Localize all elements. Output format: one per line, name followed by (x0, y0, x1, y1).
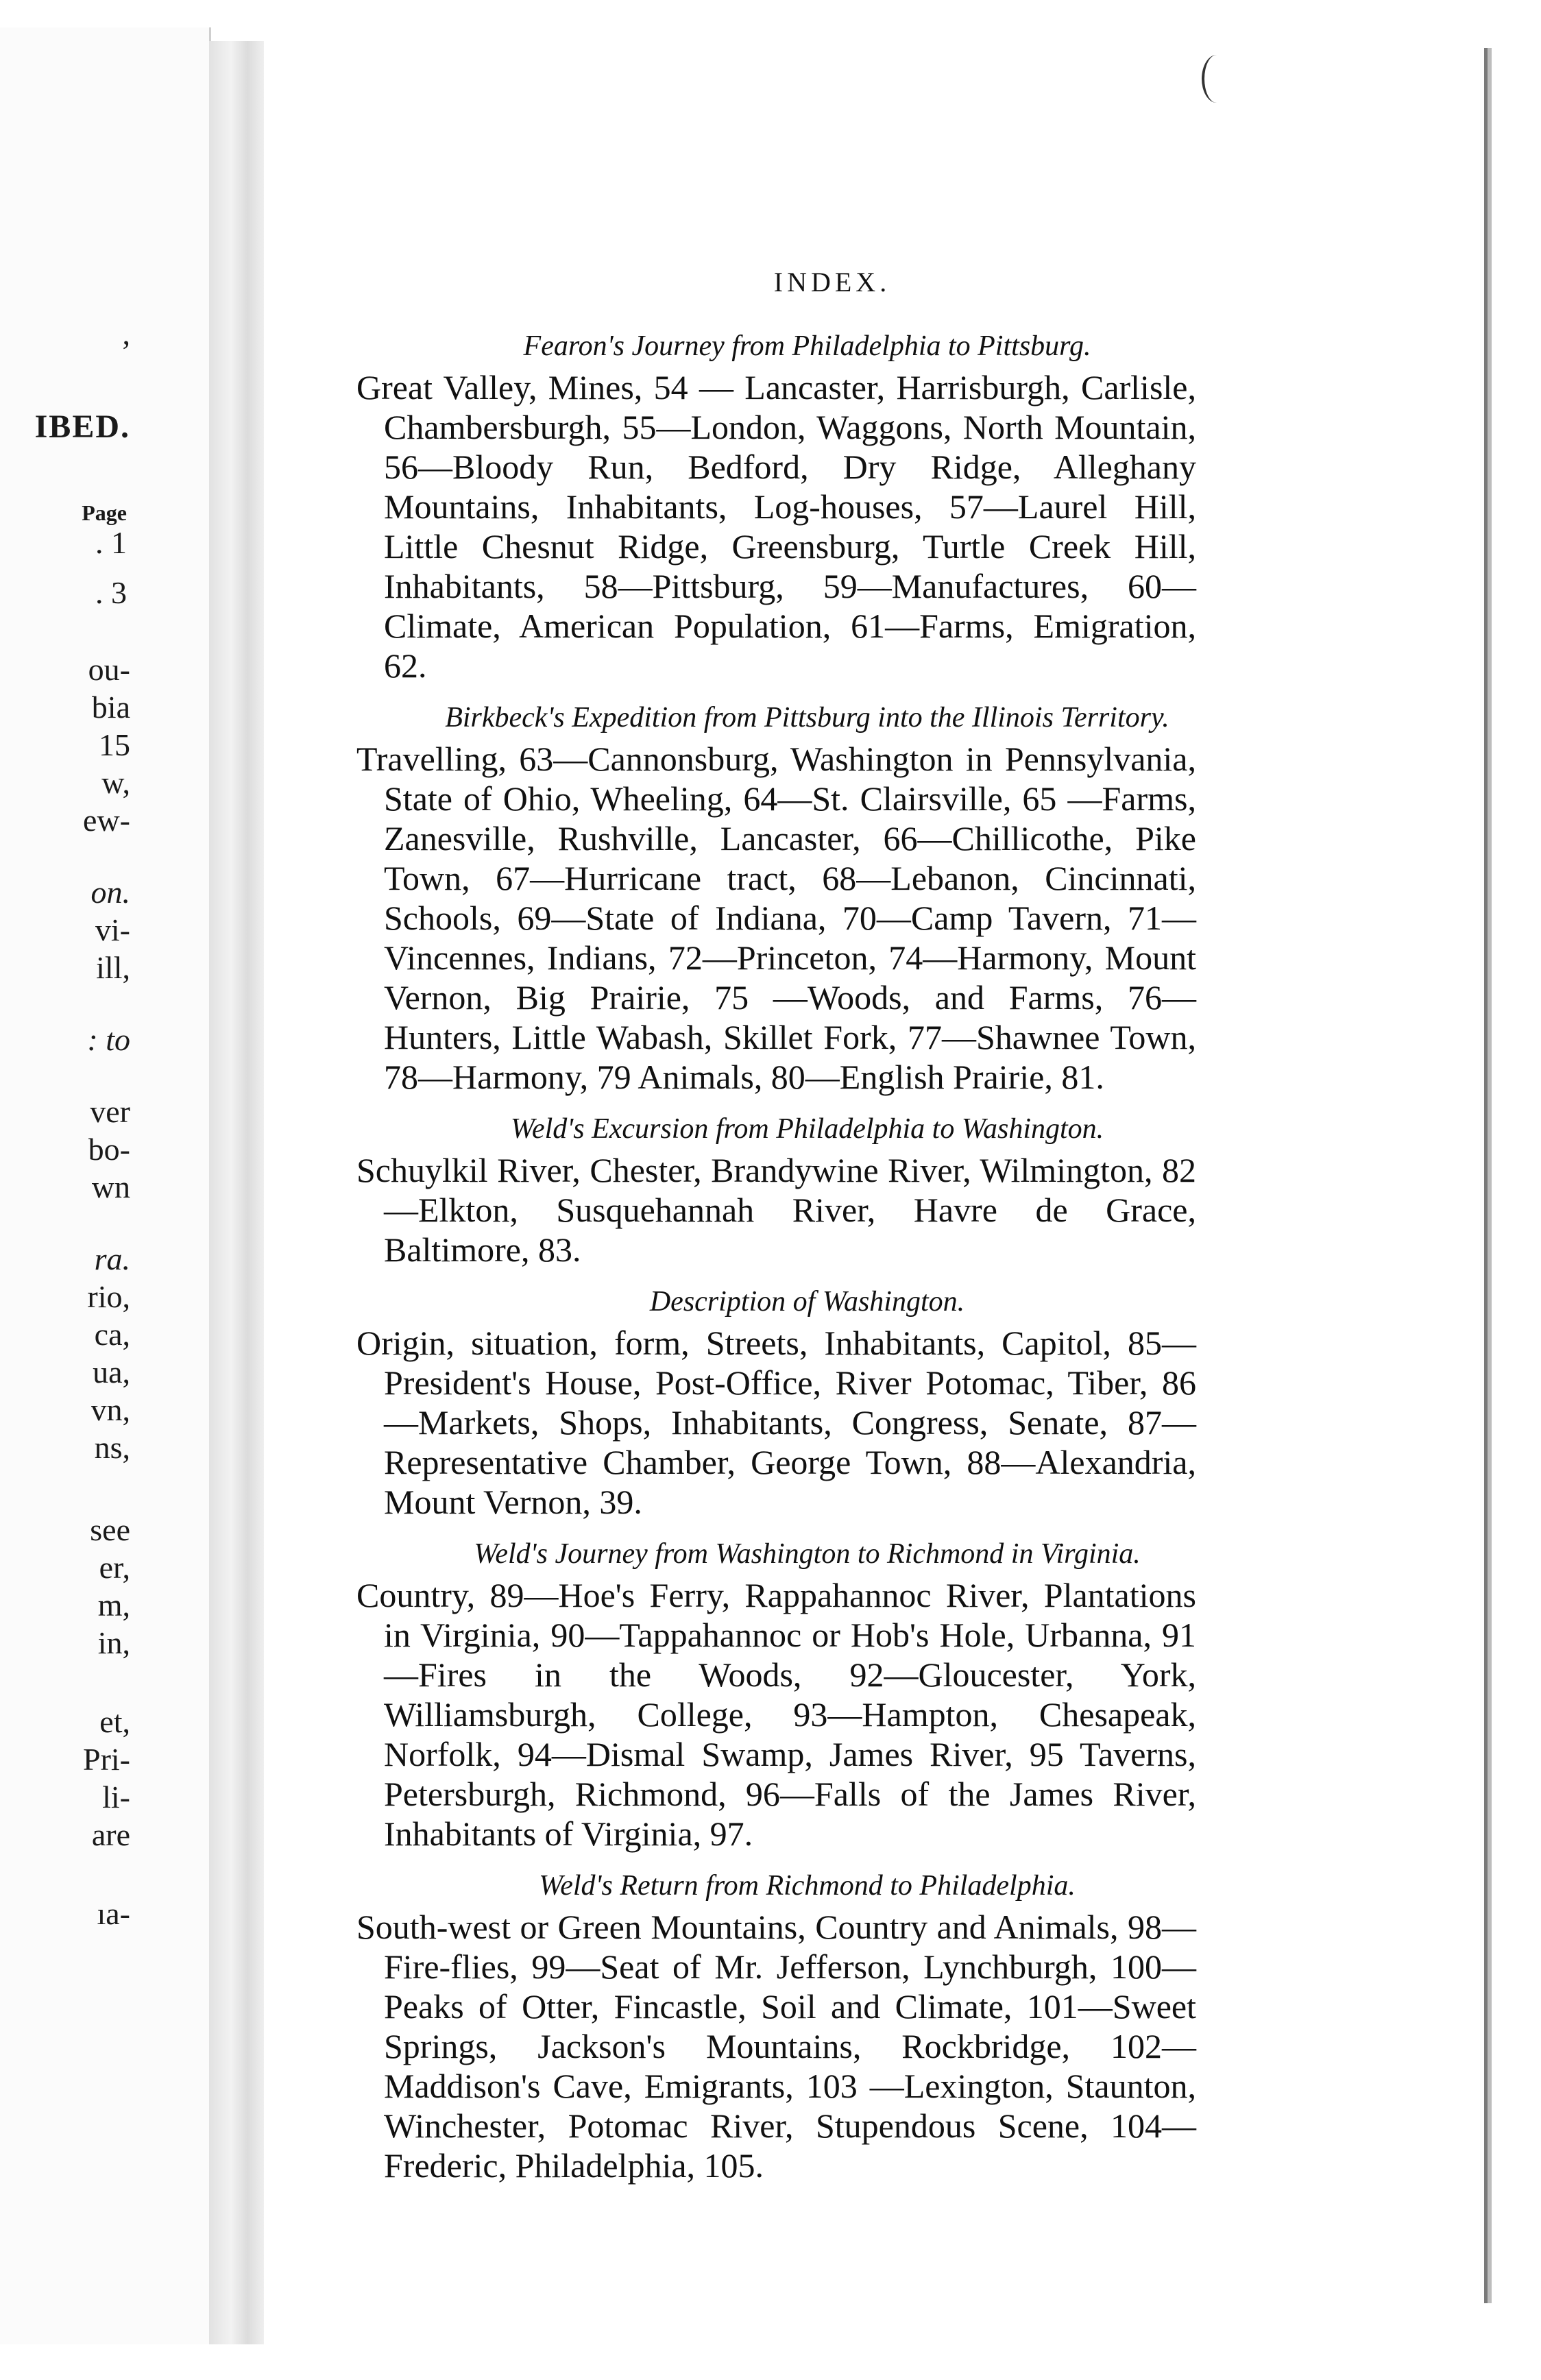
facing-page-fragment: li- (102, 1780, 130, 1814)
facing-page-fragment: ver (90, 1094, 130, 1129)
facing-page-fragment: ıa- (97, 1896, 130, 1931)
facing-page-fragment: er, (99, 1550, 130, 1585)
facing-page-fragment: vn, (90, 1392, 130, 1427)
page-title: INDEX. (773, 267, 891, 298)
section-title: Birkbeck's Expedition from Pittsburg into the Illinois Territory. (445, 702, 1169, 733)
facing-page-fragment: bia (91, 690, 130, 725)
facing-page-fragment: ou- (88, 652, 130, 687)
facing-page-fragment: ill, (96, 950, 130, 985)
index-section (356, 1112, 1196, 1270)
pencil-mark (1202, 55, 1232, 103)
facing-page-fragment: ns, (94, 1430, 130, 1465)
facing-page-fragment: Pri- (83, 1742, 130, 1777)
facing-page-fragment: ra. (94, 1241, 130, 1276)
facing-page-fragment: wn (91, 1169, 130, 1204)
facing-page-fragment: vi- (95, 912, 130, 947)
facing-page-fragment: ua, (93, 1355, 130, 1389)
section-entries: Travelling, 63—Cannonsburg, Washington in Pennsylvania, State of Ohio, Wheeling, 64—St. Clairsville, 65 —Farms, Zanesville, Rushville, Lancaster, 66—Chillicothe, Pike Town, 67—Hurricane tract, 68—Lebanon, Cincinnati, Schools, 69—State of Indiana, 70—Camp Tavern, 71—Vincennes, Indians, 72—Princeton, 74—Harmony, Mount Vernon, Big Prairie, 75 —Woods, and Farms, 76—Hunters, Little Wabash, Skillet Fork, 77—Shawnee Town, 78—Harmony, 79 Animals, 80—English Prairie, 81. (356, 740, 1196, 1096)
index-section (356, 1537, 1196, 1854)
facing-page-fragment: : to (87, 1022, 130, 1057)
section-title: Description of Washington. (649, 1286, 965, 1318)
facing-page-fragment: et, (99, 1704, 130, 1739)
index-section (356, 701, 1196, 1097)
facing-page-fragment: on. (90, 875, 130, 910)
facing-page-fragment: 15 (99, 727, 130, 762)
section-title: Weld's Journey from Washington to Richmond in Virginia. (474, 1538, 1141, 1570)
section-entries: Origin, situation, form, Streets, Inhabitants, Capitol, 85—President's House, Post-Office, River Potomac, Tiber, 86—Markets, Shops, Inhabitants, Congress, Senate, 87—Representative Chamber, George Town, 88—Alexandria, Mount Vernon, 39. (356, 1324, 1196, 1521)
facing-page-fragment: Page (82, 500, 127, 525)
facing-page-fragment: w, (101, 765, 130, 800)
index-section (356, 329, 1196, 685)
facing-page-fragment: bo- (88, 1132, 130, 1167)
index-section (356, 1285, 1196, 1522)
section-title: Weld's Return from Richmond to Philadelphia. (539, 1870, 1076, 1902)
facing-page-fragment: . 3 (95, 575, 127, 610)
facing-page-fragment: m, (97, 1588, 130, 1623)
index-content (356, 329, 1196, 2200)
section-entries: Country, 89—Hoe's Ferry, Rappahannoc River, Plantations in Virginia, 90—Tappahannoc or Hob's Hole, Urbanna, 91—Fires in the Woods, 92—Gloucester, York, Williamsburgh, College, 93—Hampton, Chesapeak, Norfolk, 94—Dismal Swamp, James River, 95 Taverns, Petersburgh, Richmond, 96—Falls of the James River, Inhabitants of Virginia, 97. (356, 1576, 1196, 1853)
facing-page-fragment: , (122, 316, 130, 351)
facing-page (0, 27, 211, 2344)
section-title: Fearon's Journey from Philadelphia to Pittsburg. (523, 330, 1091, 362)
book-gutter (209, 41, 264, 2344)
section-entries: Schuylkil River, Chester, Brandywine River, Wilmington, 82—Elkton, Susquehannah River, Havre de Grace, Baltimore, 83. (356, 1151, 1196, 1269)
facing-page-fragment: ew- (83, 803, 130, 838)
index-section (356, 1869, 1196, 2185)
facing-page-fragment: are (91, 1817, 130, 1852)
facing-page-fragment: . 1 (95, 525, 127, 560)
section-entries: Great Valley, Mines, 54 — Lancaster, Harrisburgh, Carlisle, Chambersburgh, 55—London, Waggons, North Mountain, 56—Bloody Run, Bedford, Dry Ridge, Alleghany Mountains, Inhabitants, Log-houses, 57—Laurel Hill, Little Chesnut Ridge, Greensburg, Turtle Creek Hill, Inhabitants, 58—Pittsburg, 59—Manufactures, 60—Climate, American Population, 61—Farms, Emigration, 62. (356, 368, 1196, 685)
facing-page-fragment: IBED. (34, 409, 130, 445)
facing-page-fragment: ca, (94, 1317, 130, 1352)
section-title: Weld's Excursion from Philadelphia to Washington. (510, 1113, 1104, 1145)
facing-page-fragment: see (90, 1512, 130, 1547)
section-entries: South-west or Green Mountains, Country and Animals, 98—Fire-flies, 99—Seat of Mr. Jefferson, Lynchburgh, 100—Peaks of Otter, Fincastle, Soil and Climate, 101—Sweet Springs, Jackson's Mountains, Rockbridge, 102—Maddison's Cave, Emigrants, 103 —Lexington, Staunton, Winchester, Potomac River, Stupendous Scene, 104—Frederic, Philadelphia, 105. (356, 1908, 1196, 2185)
facing-page-fragment: in, (97, 1625, 130, 1660)
facing-page-fragment: rio, (87, 1279, 130, 1314)
